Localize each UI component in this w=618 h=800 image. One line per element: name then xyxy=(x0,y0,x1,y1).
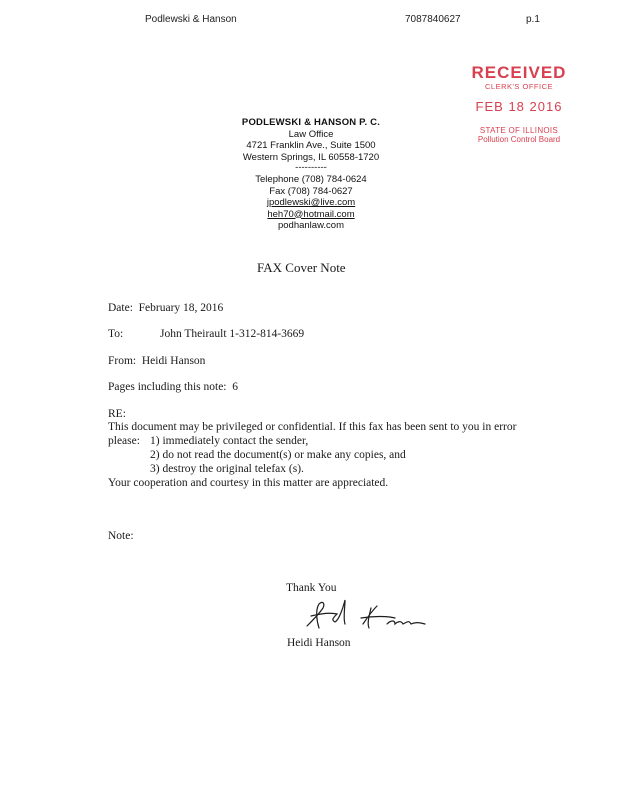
notice-line1: This document may be privileged or confidential. If this fax has been sent to you in error xyxy=(108,421,517,433)
from-label: From: xyxy=(108,355,137,367)
notice-line2-prefix: please: xyxy=(108,435,140,447)
firm-telephone: Telephone (708) 784-0624 xyxy=(255,174,367,185)
notice-item-2: 2) do not read the document(s) or make any copies, and xyxy=(150,449,406,461)
stamp-date: FEB 18 2016 xyxy=(475,99,563,114)
pages-label: Pages including this note: xyxy=(108,381,227,393)
fax-header-sender: Podlewski & Hanson xyxy=(145,14,237,25)
re-label: RE: xyxy=(108,408,126,420)
fax-header-number: 7087840627 xyxy=(405,14,461,25)
pages-value: 6 xyxy=(232,381,239,393)
handwritten-signature xyxy=(303,594,428,634)
firm-fax: Fax (708) 784-0627 xyxy=(269,185,353,197)
stamp-office: CLERK'S OFFICE xyxy=(484,82,554,91)
notice-item-3: 3) destroy the original telefax (s). xyxy=(150,463,304,475)
to-label: To: xyxy=(108,328,124,340)
firm-email-1[interactable]: jpodlewski@live.com xyxy=(266,197,356,208)
stamp-agency-line1: STATE OF ILLINOIS xyxy=(479,126,559,135)
document-title: FAX Cover Note xyxy=(257,260,346,275)
notice-item-1: 1) immediately contact the sender, xyxy=(150,435,309,447)
firm-name: PODLEWSKI & HANSON P. C. xyxy=(241,117,381,128)
firm-subtitle: Law Office xyxy=(288,128,334,140)
from-value: Heidi Hanson xyxy=(141,355,206,367)
date-label: Date: xyxy=(108,302,133,314)
to-value: John Theirault 1-312-814-3669 xyxy=(160,328,305,340)
fax-header-page: p.1 xyxy=(526,14,540,25)
from-field xyxy=(108,355,205,367)
letterhead-divider: ---------- xyxy=(295,162,327,173)
firm-website[interactable]: podhanlaw.com xyxy=(277,220,345,231)
note-label: Note: xyxy=(108,530,134,542)
signer-name: Heidi Hanson xyxy=(287,637,351,649)
firm-address-line1: 4721 Franklin Ave., Suite 1500 xyxy=(246,140,376,151)
thank-you: Thank You xyxy=(286,582,337,594)
firm-email-2[interactable]: heh70@hotmail.com xyxy=(267,208,355,220)
letterhead xyxy=(221,117,401,232)
notice-closing: Your cooperation and courtesy in this matter are appreciated. xyxy=(108,477,389,489)
stamp-agency-line2: Pollution Control Board xyxy=(477,135,561,144)
date-value: February 18, 2016 xyxy=(138,302,224,314)
pages-field xyxy=(108,381,238,393)
firm-address-line2: Western Springs, IL 60558-1720 xyxy=(242,151,380,163)
date-field xyxy=(108,302,223,314)
stamp-title: RECEIVED xyxy=(471,63,567,82)
received-stamp xyxy=(463,64,575,144)
